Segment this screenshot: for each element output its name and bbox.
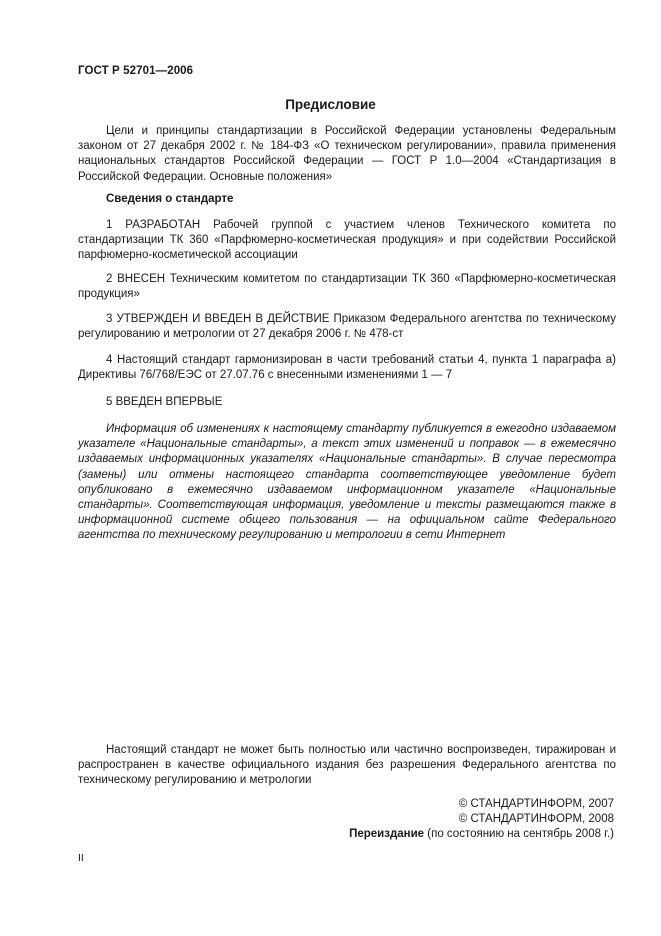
reissue-label: Переиздание xyxy=(349,828,425,841)
page-title: Предисловие xyxy=(285,97,376,112)
item-4 xyxy=(78,353,616,383)
item-5 xyxy=(78,395,616,410)
reissue-line xyxy=(349,827,614,842)
item-2-text: Техническим комитетом по стандартизации ТК 360 «Парфюмерно-косметическая продукция» xyxy=(78,273,616,301)
copyright-block xyxy=(349,797,614,843)
item-1-text: Рабочей группой с участием членов Технического комитета по стандартизации ТК 360 «Парфюмерно-косметическая продукция» и при содействии Российской парфюмерно-косметической ассоциации xyxy=(78,219,616,262)
info-heading: Сведения о стандарте xyxy=(106,193,234,205)
changes-notice: Информация об изменениях к настоящему стандарту публикуется в ежегодно издаваемом указателе «Национальные стандарты», а текст этих изменений и поправок — в ежемесячно издаваемых информационных указателях «Национальные стандарты». В случае пересмотра (замены) или отмены настоящего стандарта соответствующее уведомление будет опубликовано в ежемесячно издаваемом информационном указателе «Национальные стандарты». Соответствующая информация, уведомление и тексты размещаются также в информационной системе общего пользования — на официальном сайте Федерального агентства по техническому регулированию и метрологии в сети Интернет xyxy=(78,423,616,542)
item-3-caps: 3 УТВЕРЖДЕН И ВВЕДЕН В ДЕЙСТВИЕ xyxy=(106,313,330,325)
item-2 xyxy=(78,272,616,302)
copyright-line-2: © СТАНДАРТИНФОРМ, 2008 xyxy=(458,813,614,826)
item-2-caps: 2 ВНЕСЕН xyxy=(106,273,166,285)
page-number: II xyxy=(78,852,84,864)
item-3-text: Приказом Федерального агентства по техническому регулированию и метрологии от 27 декабря 2006 г. № 478-ст xyxy=(78,313,616,341)
item-4-text: Настоящий стандарт гармонизирован в части требований статьи 4, пункта 1 параграфа а) Директивы 76/768/ЕЭС от 27.07.76 с внесенными изменениями 1 — 7 xyxy=(78,354,616,382)
copyright-notice: Настоящий стандарт не может быть полностью или частично воспроизведен, тиражирован и распространен в качестве официального издания без разрешения Федерального агентства по техническому регулированию и метрологии xyxy=(78,744,616,787)
item-1-caps: 1 РАЗРАБОТАН xyxy=(106,219,201,231)
copyright-line-1: © СТАНДАРТИНФОРМ, 2007 xyxy=(458,798,614,810)
reissue-text: (по состоянию на сентябрь 2008 г.) xyxy=(424,828,614,841)
intro-paragraph: Цели и принципы стандартизации в Российской Федерации установлены Федеральным законом от 27 декабря 2002 г. № 184-ФЗ «О техническом регулировании», правила применения национальных стандартов Российской Федерации — ГОСТ Р 1.0—2004 «Стандартизация в Российской Федерации. Основные положения» xyxy=(78,125,616,183)
item-4-caps: 4 xyxy=(106,354,113,366)
item-3 xyxy=(78,312,616,342)
document-code: ГОСТ Р 52701—2006 xyxy=(78,65,194,77)
item-1 xyxy=(78,218,616,264)
item-5-caps: 5 ВВЕДЕН ВПЕРВЫЕ xyxy=(106,396,223,408)
